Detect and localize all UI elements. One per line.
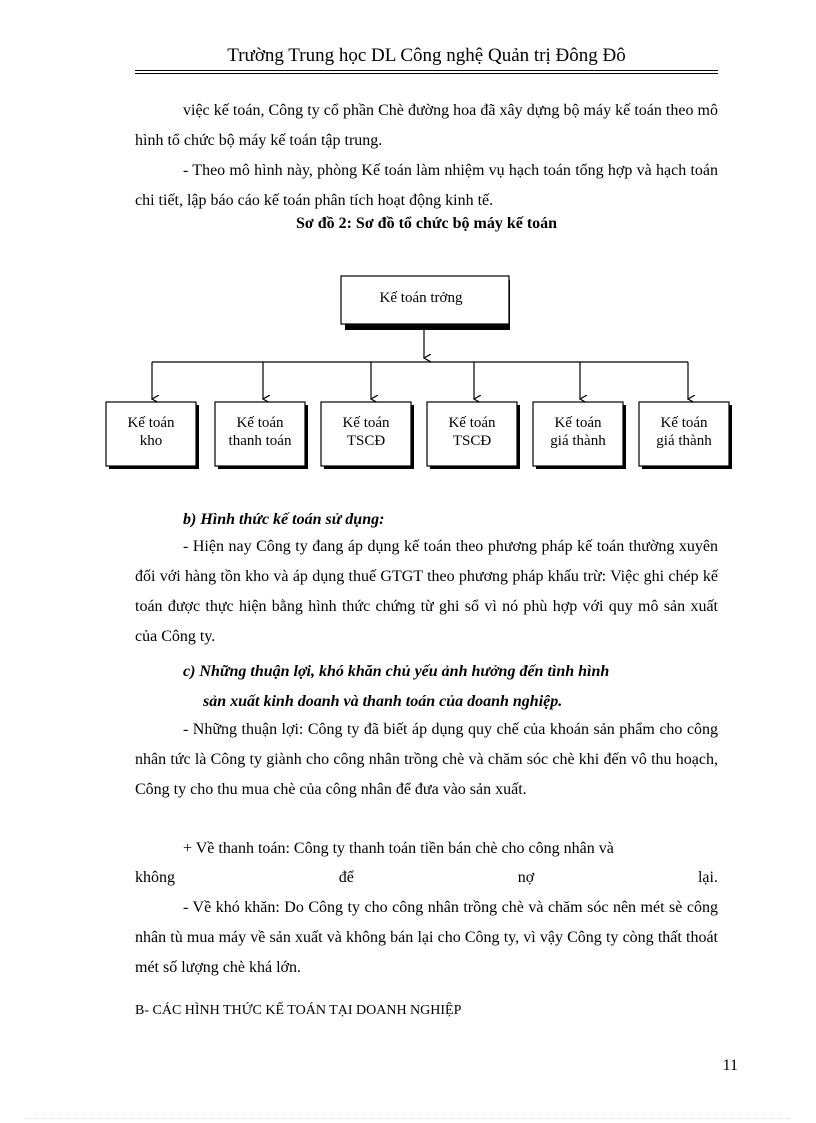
- diagram-caption: Sơ đồ 2: Sơ đồ tổ chức bộ máy kế toán: [295, 215, 558, 232]
- child-box-1: [106, 402, 199, 469]
- paragraph-model: - Theo mô hình này, phòng Kế toán làm nhiệm vụ hạch toán tổng hợp và hạch toán chi tiết, lập báo cáo kế toán phân tích hoạt động kinh tế.: [135, 162, 718, 209]
- section-c-heading-line1: c) Những thuận lợi, khó khăn chủ yếu ảnh hưởng đến tình hình: [183, 663, 610, 680]
- word-4: lại.: [697, 869, 718, 886]
- footer-divider: [26, 1118, 790, 1119]
- child-box-4: [427, 402, 520, 469]
- section-c-advantages: - Những thuận lợi: Công ty đã biết áp dụng quy chế của khoán sản phẩm cho công nhân tức là Công ty giành cho công nhân trồng chè và chăm sóc chè khi đến vô thu hoạch, Công ty cho thu mua chè của công nhân để đưa vào sản xuất.: [135, 721, 718, 798]
- child-box-label: Kế toán: [342, 415, 390, 431]
- section-c-heading: [183, 657, 718, 717]
- child-box-label: giá thành: [656, 433, 712, 449]
- child-box-label: TSCĐ: [452, 433, 492, 449]
- section-c-payment: + Về thanh toán: Công ty thanh toán tiền bán chè cho công nhân và: [183, 840, 614, 857]
- word-1: không: [135, 869, 175, 886]
- child-box-label: Kế toán: [660, 415, 708, 431]
- section-c-payment-cont: [135, 863, 718, 893]
- root-box-label: Kế toán trởng: [379, 290, 463, 306]
- child-boxes: [106, 402, 732, 469]
- child-box-label: giá thành: [550, 433, 606, 449]
- section-b-heading: b) Hình thức kế toán sử dụng:: [183, 511, 385, 528]
- section-b-text: - Hiện nay Công ty đang áp dụng kế toán theo phương pháp kế toán thường xuyên đối với hàng tồn kho và áp dụng thuế GTGT theo phương pháp khấu trừ: Việc ghi chép kế toán được thực hiện bằng hình thức chứng từ ghi sổ vì nó phù hợp với quy mô sản xuất của Công ty.: [135, 538, 718, 645]
- paragraph-intro: việc kế toán, Công ty cổ phần Chè đường hoa đã xây dựng bộ máy kế toán theo mô hình tổ chức bộ máy kế toán tập trung.: [135, 102, 718, 149]
- header-title: Trường Trung học DL Công nghệ Quản trị Đông Đô: [227, 45, 626, 66]
- child-box-label: thanh toán: [228, 433, 292, 449]
- child-box-5: [533, 402, 626, 469]
- child-box-label: TSCĐ: [346, 433, 386, 449]
- child-box-3: [321, 402, 414, 469]
- word-2: để: [338, 869, 354, 886]
- section-heading-b: B- CÁC HÌNH THỨC KẾ TOÁN TẠI DOANH NGHIỆP: [135, 1003, 462, 1018]
- child-box-6: [639, 402, 732, 469]
- child-box-label: kho: [139, 433, 163, 449]
- branch-arrows: [152, 362, 688, 399]
- page-number: 11: [722, 1057, 738, 1074]
- section-c-difficulties: - Về khó khăn: Do Công ty cho công nhân trồng chè và chăm sóc nên mét sè công nhân tù mua máy về sản xuất và không bán lại cho Công ty, vì vậy Công ty còng thất thoát mét số lượng chè khá lớn.: [135, 899, 718, 976]
- section-c-heading-line2: sản xuất kinh doanh và thanh toán của doanh nghiệp.: [203, 693, 563, 710]
- child-box-label: Kế toán: [448, 415, 496, 431]
- child-box-label: Kế toán: [127, 415, 175, 431]
- child-box-2: [215, 402, 308, 469]
- child-box-label: Kế toán: [236, 415, 284, 431]
- word-3: nợ: [517, 869, 535, 886]
- child-box-label: Kế toán: [554, 415, 602, 431]
